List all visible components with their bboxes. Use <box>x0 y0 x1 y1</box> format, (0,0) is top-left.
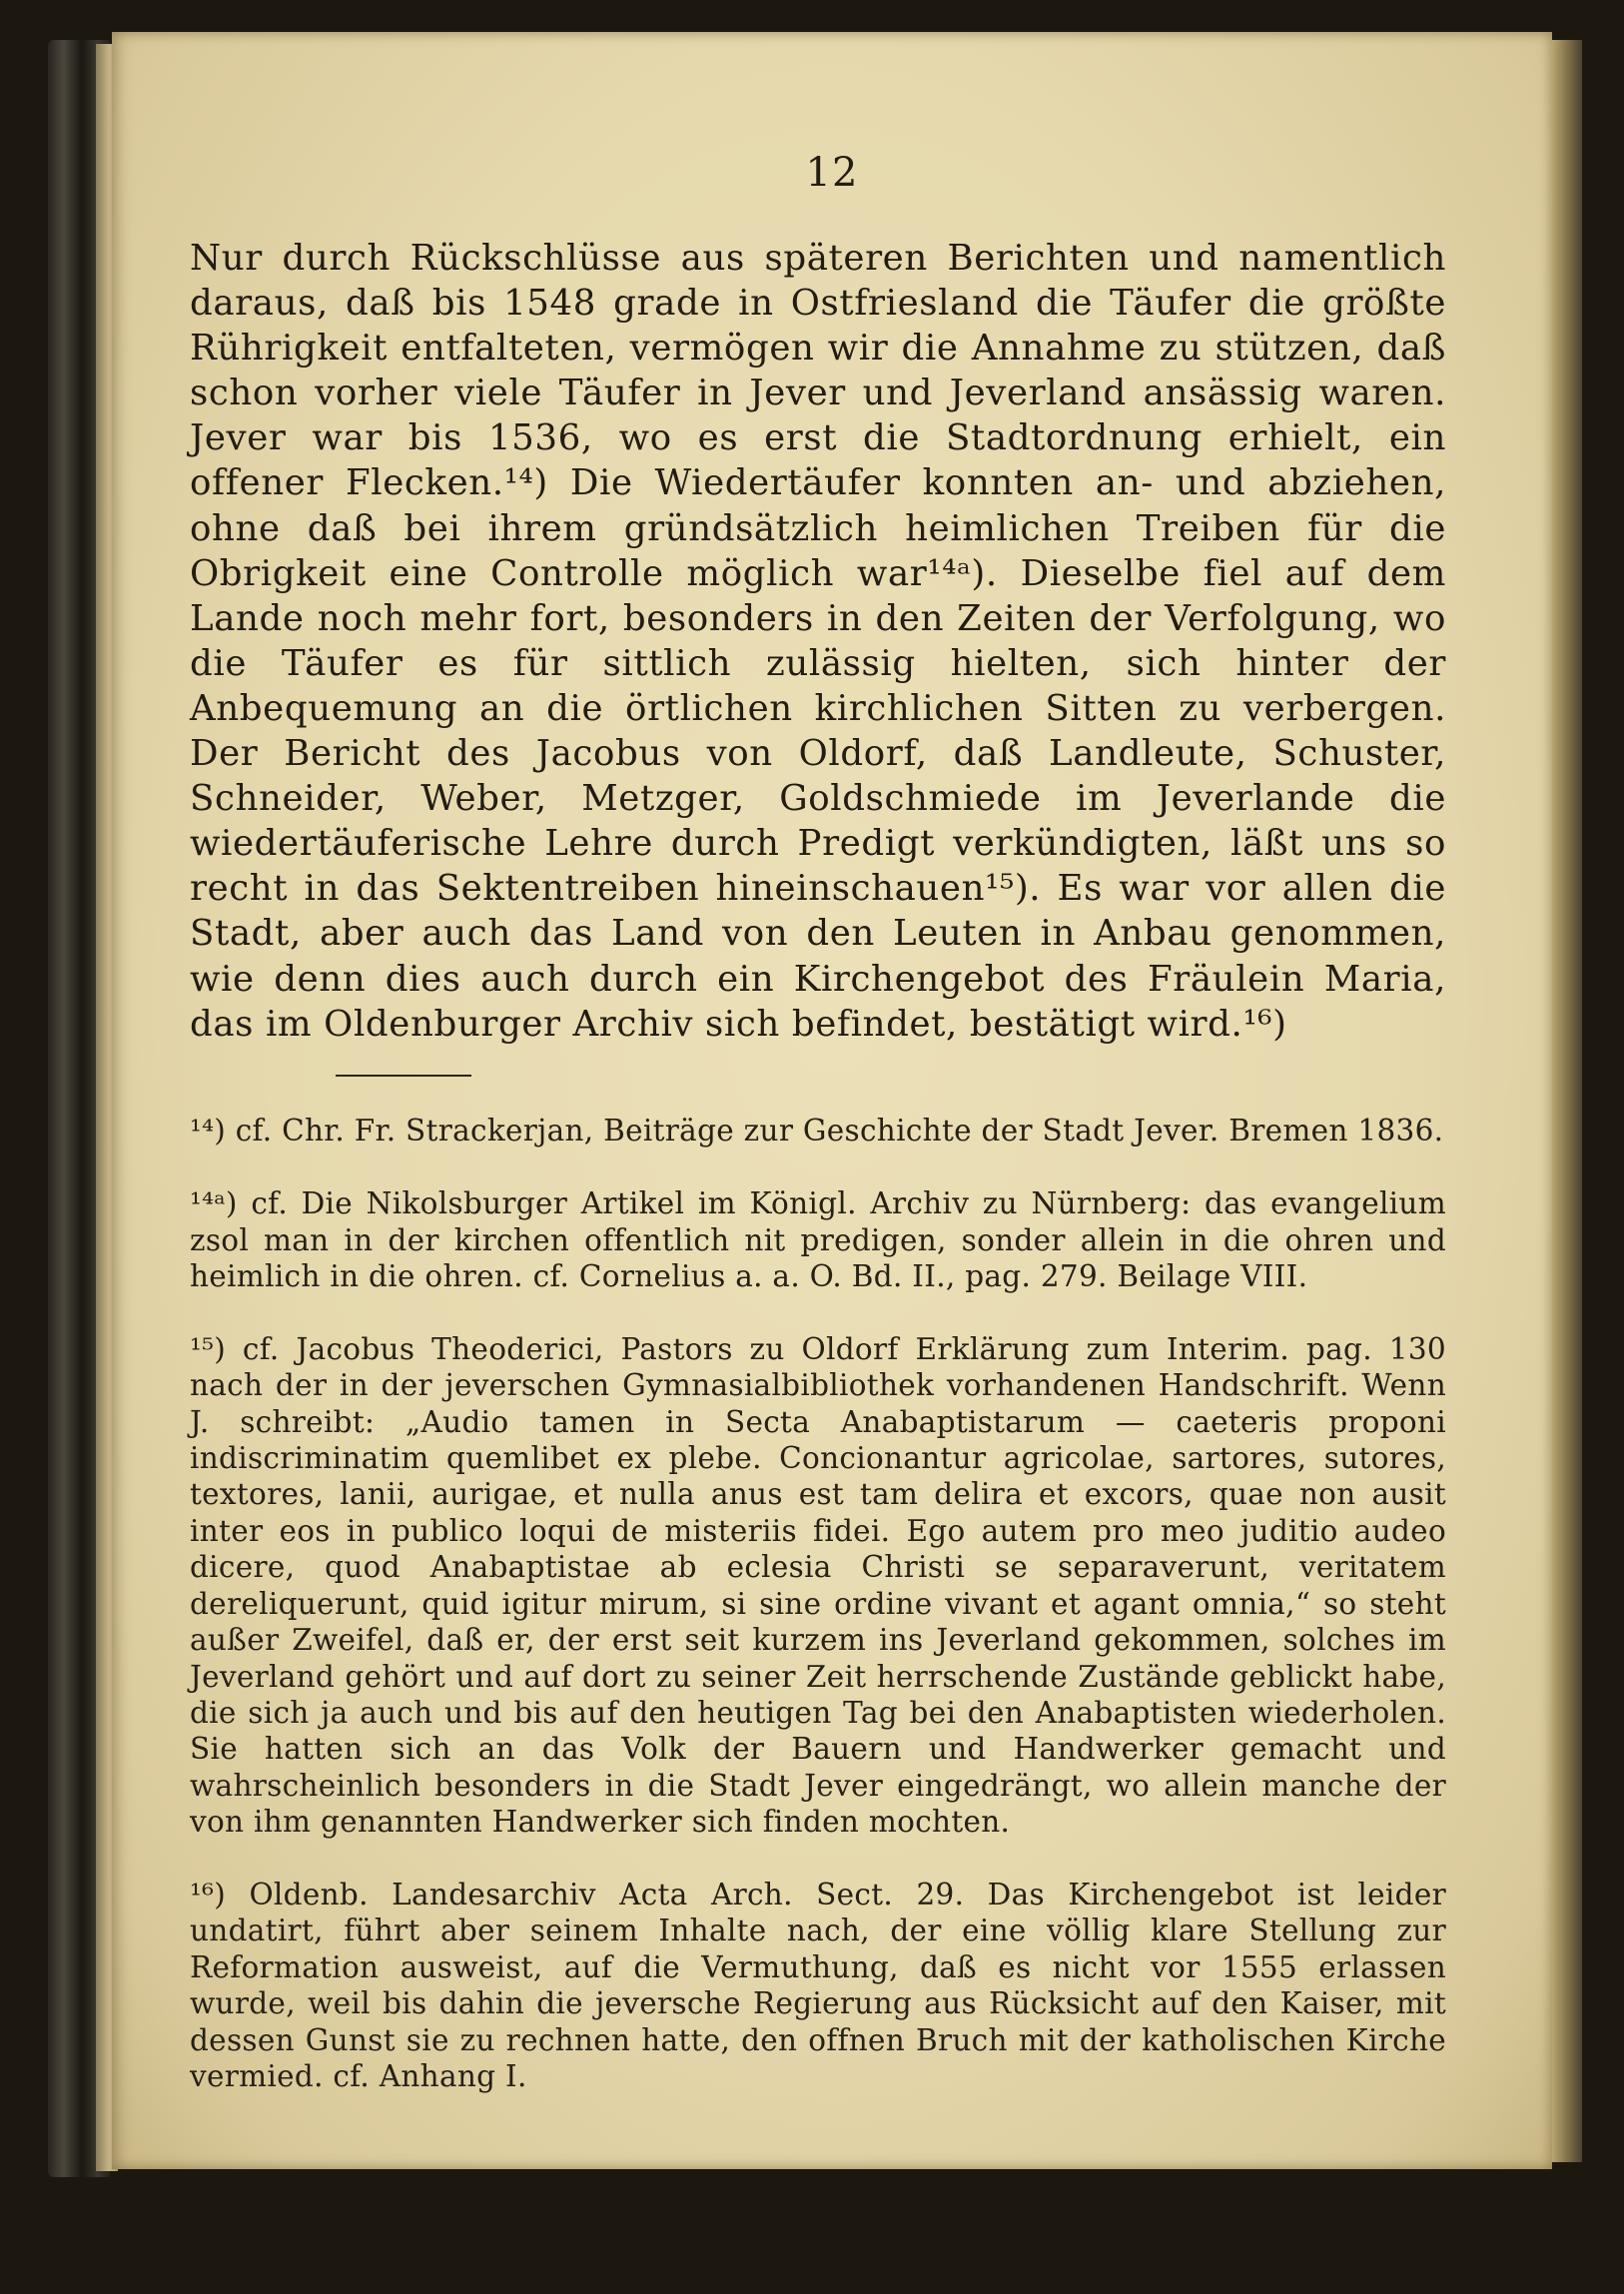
page-number: 12 <box>805 150 859 196</box>
main-text-block: Nur durch Rückschlüsse aus späteren Berichten und namentlich daraus, daß bis 1548 grade in Ostfriesland die Täufer die größte Rührigkeit entfalteten, vermögen wir die Annahme zu stützen, daß schon vorher viele Täufer in Jever und Jeverland ansässig waren. Jever war bis 1536, wo es erst die Stadtordnung erhielt, ein offener Flecken.¹⁴) Die Wiedertäufer konnten an- und abziehen, ohne daß bei ihrem gründsätzlich heimlichen Treiben für die Obrigkeit eine Controlle möglich war¹⁴ᵃ). Dieselbe fiel auf dem Lande noch mehr fort, besonders in den Zeiten der Verfolgung, wo die Täufer es für sittlich zulässig hielten, sich hinter der Anbequemung an die örtlichen kirchlichen Sitten zu verbergen. Der Bericht des Jacobus von Oldorf, daß Landleute, Schuster, Schneider, Weber, Metzger, Goldschmiede im Jeverlande die wiedertäuferische Lehre durch Predigt verkündigten, läßt uns so recht in das Sektentreiben hineinschauen¹⁵). Es war vor allen die Stadt, aber auch das Land von den Leuten in Anbau genommen, wie denn dies auch durch ein Kirchengebot des Fräulein Maria, das im Oldenburger Archiv sich befindet, bestätigt wird.¹⁶) <box>190 238 1446 1045</box>
footnote-14a: ¹⁴ᵃ) cf. Die Nikolsburger Artikel im Königl. Archiv zu Nürnberg: das evangelium zsol man in der kirchen offentlich nit predigen, sonder allein in die ohren und heimlich in die ohren. cf. Cornelius a. a. O. Bd. II., pag. 279. Beilage VIII. <box>190 1186 1446 1294</box>
footnote-16: ¹⁶) Oldenb. Landesarchiv Acta Arch. Sect. 29. Das Kirchengebot ist leider undatirt, führt aber seinem Inhalte nach, der eine völlig klare Stellung zur Reformation ausweist, auf die Vermuthung, daß es nicht vor 1555 erlassen wurde, weil bis dahin die jeversche Regierung aus Rücksicht auf den Kaiser, mit dessen Gunst sie zu rechnen hatte, den offnen Bruch mit der katholischen Kirche vermied. cf. Anhang I. <box>190 1877 1446 2093</box>
footnotes-block <box>190 1077 1446 2131</box>
page-stack-right <box>1552 40 1582 2162</box>
footnote-15: ¹⁵) cf. Jacobus Theoderici, Pastors zu Oldorf Erklärung zum Interim. pag. 130 nach der in der jeverschen Gymnasialbibliothek vorhandenen Handschrift. Wenn J. schreibt: „Audio tamen in Secta Anabaptistarum — caeteris proponi indiscriminatim quemlibet ex plebe. Concionantur agricolae, sartores, sutores, textores, lanii, aurigae, et nulla anus est tam delira et excors, quae non ausit inter eos in publico loqui de misteriis fidei. Ego autem pro meo juditio audeo dicere, quod Anabaptistae ab eclesia Christi se separaverunt, veritatem dereliquerunt, quid igitur mirum, si sine ordine vivant et agant omnia,“ so steht außer Zweifel, daß er, der erst seit kurzem ins Jeverland gekommen, solches im Jeverland gehört und auf dort zu seiner Zeit herrschende Zustände geblickt habe, die sich ja auch und bis auf den heutigen Tag bei den Anabaptisten wiederholen. Sie hatten sich an das Volk der Bauern und Handwerker gemacht und wahrscheinlich besonders in die Stadt Jever eingedrängt, wo allein manche der von ihm genannten Handwerker sich finden mochten. <box>190 1331 1446 1840</box>
footnote-14: ¹⁴) cf. Chr. Fr. Strackerjan, Beiträge zur Geschichte der Stadt Jever. Bremen 1836. <box>190 1114 1444 1148</box>
